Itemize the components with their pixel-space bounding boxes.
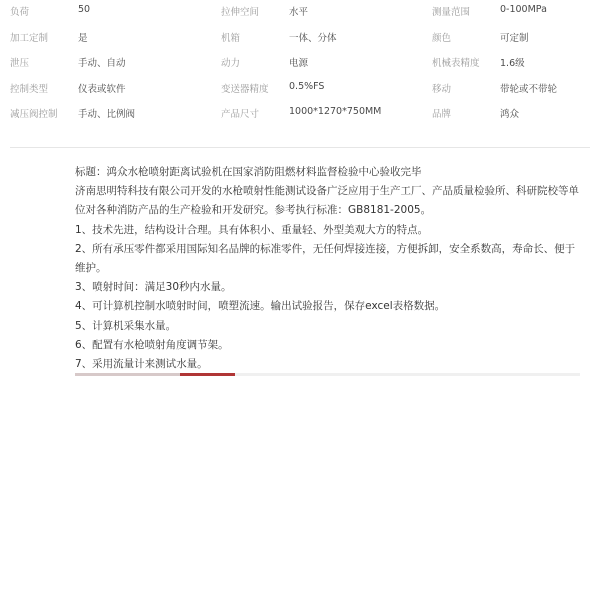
spec-value: 0-100MPa — [500, 4, 547, 15]
spec-label: 加工定制 — [10, 32, 49, 44]
feature-item: 5、计算机采集水量。 — [75, 319, 177, 332]
spec-label: 变送器精度 — [221, 83, 269, 95]
spec-value: 鸿众 — [500, 109, 520, 120]
spec-label: 品牌 — [432, 109, 452, 120]
spec-label: 泄压 — [10, 58, 30, 69]
feature-item: 3、喷射时间：满足30秒内水量。 — [75, 281, 232, 294]
spec-label: 移动 — [432, 83, 452, 95]
spec-label: 负荷 — [10, 7, 30, 18]
spec-value: 1.6级 — [500, 58, 525, 69]
spec-label: 减压阀控制 — [10, 109, 58, 120]
spec-label: 机箱 — [221, 32, 241, 44]
spec-value: 1000*1270*750MM — [289, 106, 382, 117]
spec-row — [0, 26, 600, 52]
description-intro: 济南思明特科技有限公司开发的水枪喷射性能测试设备广泛应用于生产工厂、产品质量检验所、科研院校等单位对各种消防产品的生产检验和开发研究。参考执行标准：GB8181-2005。 — [75, 185, 579, 217]
feature-item: 7、采用流量计来测试水量。 — [75, 358, 208, 371]
spec-value: 电源 — [289, 58, 309, 69]
spec-row — [0, 51, 600, 77]
product-spec-table — [0, 0, 600, 128]
feature-item: 4、可计算机控制水喷射时间，喷塑流速。输出试验报告，保存excel表格数据。 — [75, 300, 446, 313]
spec-label: 测量范围 — [432, 7, 471, 18]
product-description — [75, 163, 585, 374]
spec-value: 0.5%FS — [289, 80, 325, 92]
feature-item: 2、所有承压零件都采用国际知名品牌的标准零件，无任何焊接连接，方便拆卸，安全系数高，寿命长、便于维护。 — [75, 242, 576, 275]
spec-label: 产品尺寸 — [221, 109, 260, 120]
spec-value: 是 — [78, 32, 88, 44]
spec-label: 控制类型 — [10, 83, 49, 95]
spec-value: 一体、分体 — [289, 32, 337, 44]
description-title: 标题：鸿众水枪喷射距离试验机在国家消防阻燃材料监督检验中心验收完毕 — [75, 166, 422, 178]
spec-value: 带轮或不带轮 — [500, 83, 558, 95]
feature-item: 1、技术先进，结构设计合理。具有体积小、重量轻、外型美观大方的特点。 — [75, 223, 429, 236]
spec-row — [0, 77, 600, 103]
spec-row — [0, 0, 600, 26]
feature-item: 6、配置有水枪喷射角度调节架。 — [75, 338, 229, 351]
spec-label: 机械表精度 — [432, 58, 480, 69]
spec-value: 水平 — [289, 7, 309, 18]
spec-label: 动力 — [221, 58, 241, 69]
section-divider — [10, 147, 590, 148]
horizontal-scrollbar[interactable] — [75, 373, 580, 376]
spec-value: 手动、自动 — [78, 58, 126, 69]
spec-label: 颜色 — [432, 32, 452, 44]
spec-value: 手动、比例阀 — [78, 109, 136, 120]
spec-row — [0, 102, 600, 128]
spec-value: 仪表或软件 — [78, 83, 126, 95]
spec-value: 可定制 — [500, 32, 529, 44]
spec-label: 拉伸空间 — [221, 7, 260, 18]
spec-value: 50 — [78, 4, 91, 15]
scrollbar-thumb[interactable] — [75, 373, 235, 376]
